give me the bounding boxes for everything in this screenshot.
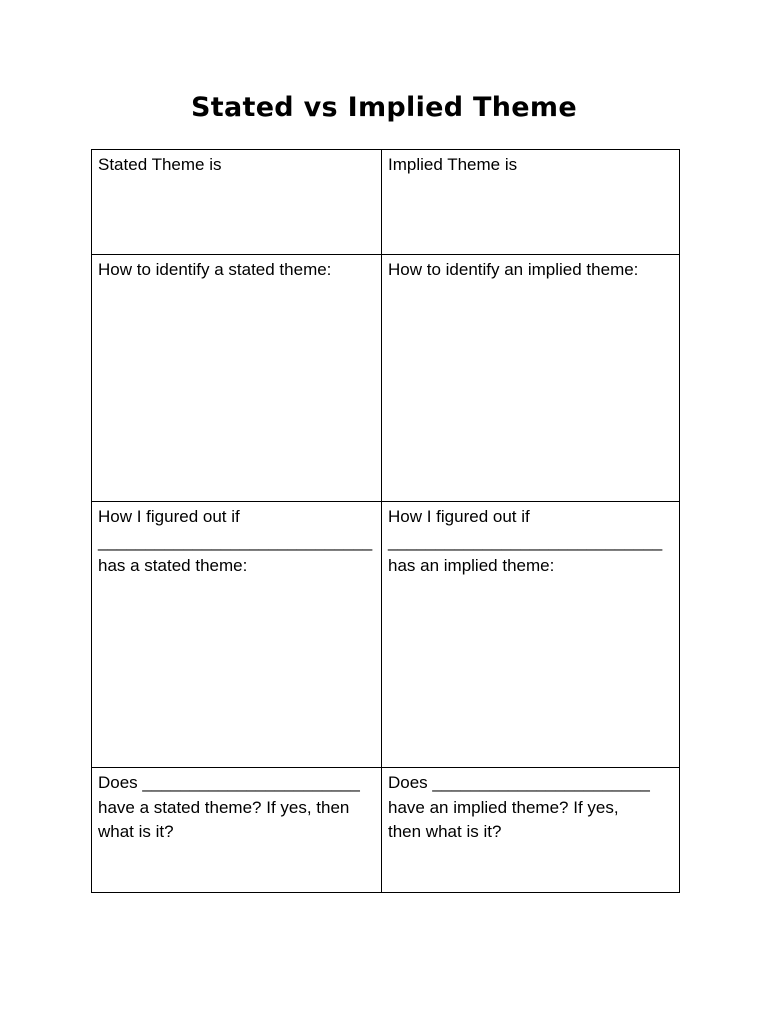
cell-label: has an implied theme: <box>388 556 555 575</box>
table-row <box>92 502 680 768</box>
fill-in-blank-question: Does _______________________ <box>98 773 360 792</box>
figured-out-stated-theme-cell[interactable] <box>92 502 382 768</box>
cell-label: have an implied theme? If yes, <box>388 797 619 817</box>
cell-label: has a stated theme: <box>98 556 248 575</box>
identify-stated-theme-cell[interactable] <box>92 255 382 502</box>
stated-theme-definition-cell[interactable] <box>92 150 382 255</box>
fill-in-blank-line: _____________________________ <box>388 531 663 551</box>
cell-label: How to identify an implied theme: <box>388 260 639 279</box>
page-title: Stated vs Implied Theme <box>191 92 577 123</box>
table-row <box>92 255 680 502</box>
does-have-implied-theme-cell[interactable] <box>382 768 680 893</box>
cell-label: then what is it? <box>388 822 502 841</box>
cell-label: How I figured out if <box>98 507 240 526</box>
fill-in-blank-question: Does _______________________ <box>388 773 650 792</box>
cell-label: Implied Theme is <box>388 155 518 174</box>
cell-label: How I figured out if <box>388 507 530 526</box>
cell-label: what is it? <box>98 822 174 841</box>
implied-theme-definition-cell[interactable] <box>382 150 680 255</box>
table-row <box>92 150 680 255</box>
cell-label: Stated Theme is <box>98 155 222 174</box>
table-row <box>92 768 680 893</box>
figured-out-implied-theme-cell[interactable] <box>382 502 680 768</box>
cell-label: How to identify a stated theme: <box>98 260 332 279</box>
theme-worksheet-table <box>91 149 680 893</box>
does-have-stated-theme-cell[interactable] <box>92 768 382 893</box>
identify-implied-theme-cell[interactable] <box>382 255 680 502</box>
fill-in-blank-line: _____________________________ <box>98 531 373 551</box>
cell-label: have a stated theme? If yes, then <box>98 797 350 817</box>
